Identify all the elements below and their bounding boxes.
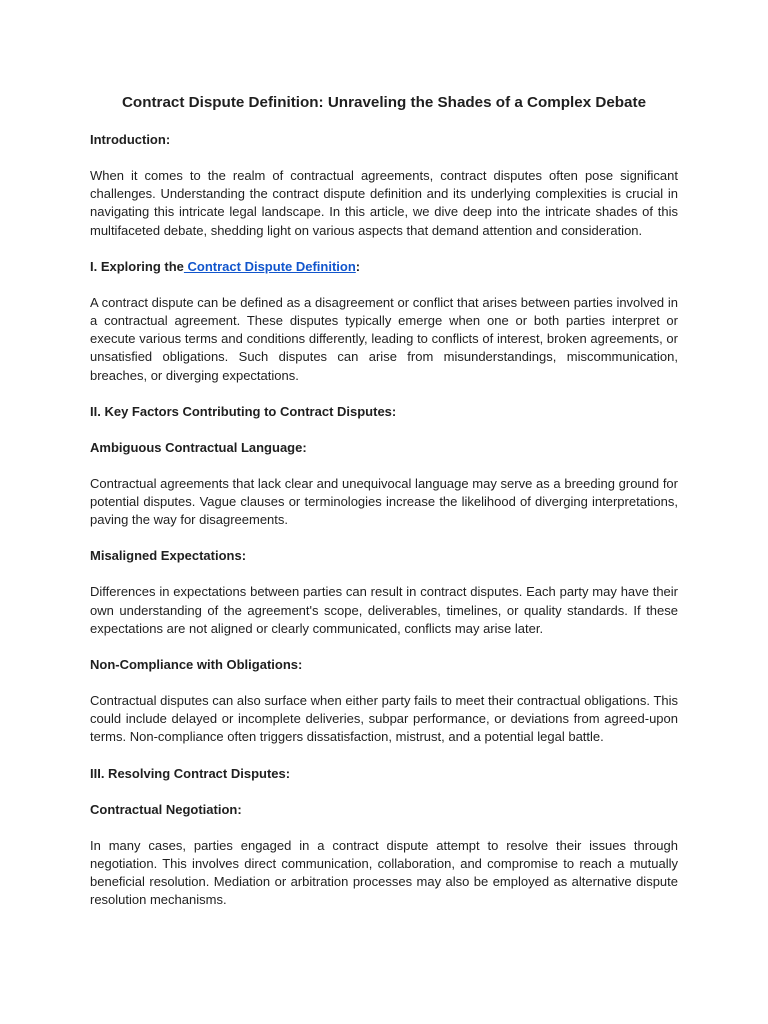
misaligned-expectations-heading: Misaligned Expectations: (90, 548, 247, 564)
section-1-heading-suffix: : (355, 258, 361, 274)
document-title: Contract Dispute Definition: Unraveling the Shades of a Complex Debate (121, 94, 647, 111)
non-compliance-paragraph: Contractual disputes can also surface when either party fails to meet their contractual obligations. This could include delayed or incomplete deliveries, subpar performance, or deviations from agreed-upon terms. Non-compliance often triggers dissatisfaction, mistrust, and a potential legal battle. (90, 693, 678, 745)
contract-dispute-definition-link[interactable]: Contract Dispute Definition (183, 258, 356, 274)
misaligned-expectations-paragraph: Differences in expectations between parties can result in contract disputes. Each party may have their own understanding of the agreement's scope, deliverables, timelines, or quality standards. If these expectations are not aligned or clearly communicated, conflicts may arise later. (90, 584, 678, 636)
section-2-heading: II. Key Factors Contributing to Contract Disputes: (90, 403, 397, 419)
section-1-heading-prefix: I. Exploring the (90, 258, 184, 274)
ambiguous-language-heading: Ambiguous Contractual Language: (90, 439, 307, 455)
introduction-paragraph: When it comes to the realm of contractual agreements, contract disputes often pose significant challenges. Understanding the contract dispute definition and its underlying complexities is crucial in navigating this intricate legal landscape. In this article, we dive deep into the intricate shades of this multifaceted debate, shedding light on various aspects that demand attention and consideration. (90, 168, 678, 238)
section-1-heading (90, 258, 678, 276)
ambiguous-language-paragraph: Contractual agreements that lack clear and unequivocal language may serve as a breeding ground for potential disputes. Vague clauses or terminologies increase the likelihood of diverging interpretations, paving the way for disagreements. (90, 475, 678, 528)
introduction-heading: Introduction: (90, 132, 171, 147)
section-1-paragraph: A contract dispute can be defined as a disagreement or conflict that arises between parties involved in a contractual agreement. These disputes typically emerge when one or both parties interpret or execute various terms and conditions differently, leading to conflicts of interest, broken agreements, or unsatisfied obligations. Such disputes can arise from misunderstandings, miscommunication, breaches, or diverging expectations. (90, 294, 678, 383)
section-3-heading: III. Resolving Contract Disputes: (90, 765, 291, 781)
contractual-negotiation-heading: Contractual Negotiation: (90, 801, 242, 817)
non-compliance-heading: Non-Compliance with Obligations: (90, 657, 303, 673)
contractual-negotiation-paragraph: In many cases, parties engaged in a contract dispute attempt to resolve their issues through negotiation. This involves direct communication, collaboration, and compromise to reach a mutually beneficial resolution. Mediation or arbitration processes may also be employed as alternative dispute resolution mechanisms. (90, 837, 678, 908)
